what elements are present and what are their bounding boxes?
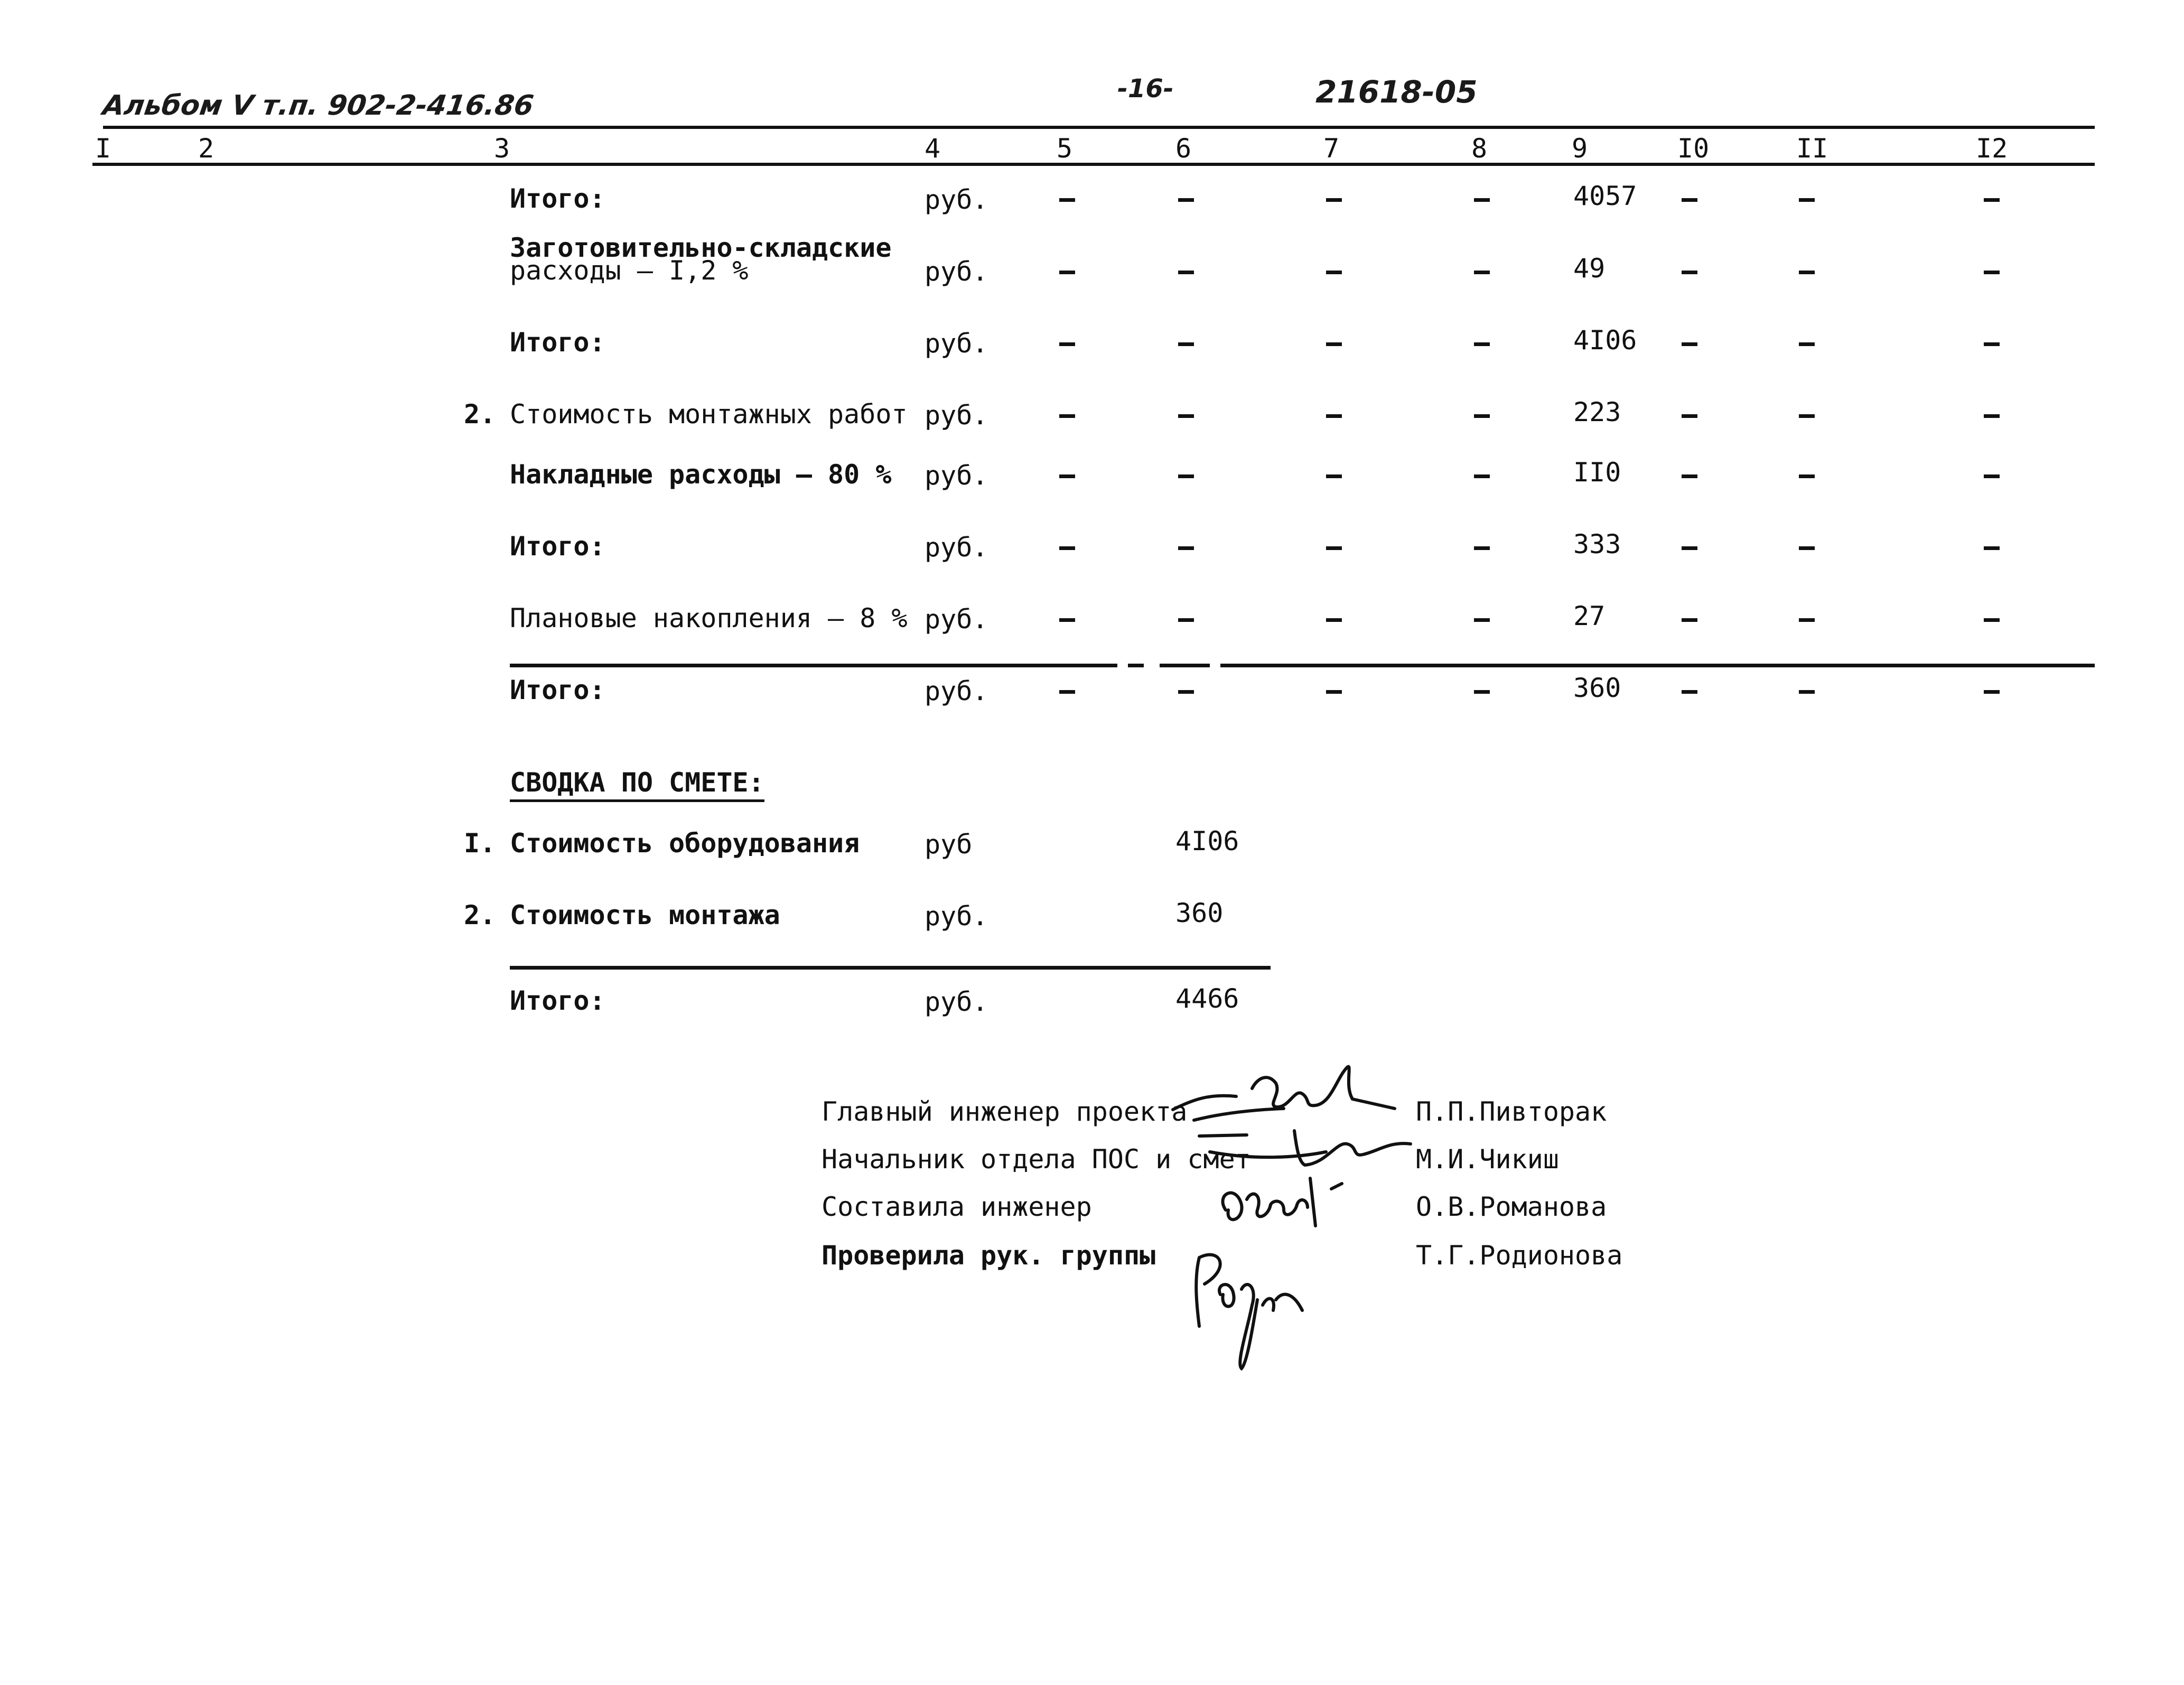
total-separator-dash-1 (1128, 664, 1144, 667)
dash-cell (1682, 474, 1697, 478)
dash-cell (1474, 271, 1490, 274)
dash-cell (1984, 342, 2000, 346)
column-header-11: II (1796, 133, 1828, 164)
dash-cell (1059, 474, 1075, 478)
column-header-9: 9 (1572, 133, 1588, 164)
summary-item-1-value: 4I06 (1175, 826, 1239, 857)
row-1-unit: руб. (925, 184, 988, 215)
dash-cell (1326, 546, 1342, 550)
dash-cell (1682, 271, 1697, 274)
dash-cell (1474, 546, 1490, 550)
row-2-name-line1: Заготовительно-складские (510, 232, 892, 263)
signature-role-4: Проверила рук. группы (822, 1240, 1156, 1271)
row-4-col9: 223 (1573, 397, 1621, 427)
dash-cell (1178, 342, 1194, 346)
row-4-number: 2. (464, 399, 496, 430)
column-header-12: I2 (1976, 133, 2008, 164)
summary-item-1-number: I. (464, 828, 496, 859)
header-top-rule (103, 126, 2095, 129)
row-4-unit: руб. (925, 400, 988, 431)
summary-item-2-number: 2. (464, 900, 496, 930)
dash-cell (1984, 198, 2000, 202)
dash-cell (1984, 414, 2000, 418)
dash-cell (1474, 474, 1490, 478)
dash-cell (1984, 474, 2000, 478)
dash-cell (1059, 414, 1075, 418)
dash-cell (1059, 271, 1075, 274)
column-header-6: 6 (1175, 133, 1192, 164)
dash-cell (1178, 198, 1194, 202)
dash-cell (1326, 198, 1342, 202)
dash-cell (1178, 474, 1194, 478)
handwritten-signature-4 (1183, 1236, 1321, 1374)
row-8-name: Итого: (510, 675, 605, 705)
total-separator-dash-2 (1160, 664, 1210, 667)
row-6-unit: руб. (925, 532, 988, 563)
column-header-5: 5 (1057, 133, 1073, 164)
document-code: 21618-05 (1315, 74, 1478, 110)
dash-cell (1326, 271, 1342, 274)
summary-total-unit: руб. (925, 986, 988, 1017)
dash-cell (1178, 546, 1194, 550)
summary-item-2-unit: руб. (925, 901, 988, 932)
row-6-name: Итого: (510, 531, 605, 562)
row-7-unit: руб. (925, 604, 988, 635)
row-3-name: Итого: (510, 327, 605, 358)
row-7-name: Плановые накопления – 8 % (510, 603, 908, 634)
column-header-10: I0 (1677, 133, 1710, 164)
dash-cell (1682, 690, 1697, 694)
total-separator-right (1220, 664, 2095, 667)
column-header-4: 4 (925, 133, 941, 164)
header-bottom-rule (92, 163, 2095, 166)
summary-total-name: Итого: (510, 985, 605, 1016)
row-8-col9: 360 (1573, 673, 1621, 703)
dash-cell (1799, 342, 1815, 346)
row-4-name: Стоимость монтажных работ (510, 399, 908, 430)
dash-cell (1474, 690, 1490, 694)
dash-cell (1984, 618, 2000, 622)
row-5-name: Накладные расходы – 80 % (510, 459, 892, 490)
dash-cell (1474, 618, 1490, 622)
dash-cell (1326, 690, 1342, 694)
row-2-name-line2: расходы – I,2 % (510, 255, 749, 286)
signature-role-1: Главный инженер проекта (822, 1096, 1188, 1127)
dash-cell (1799, 474, 1815, 478)
column-header-3: 3 (494, 133, 510, 164)
summary-total-rule (510, 966, 1271, 970)
handwritten-signature-3 (1205, 1168, 1363, 1242)
column-header-8: 8 (1471, 133, 1488, 164)
dash-cell (1178, 618, 1194, 622)
dash-cell (1326, 474, 1342, 478)
album-reference: Альбом V т.п. 902-2-416.86 (100, 90, 536, 122)
signature-role-3: Составила инженер (822, 1191, 1092, 1222)
dash-cell (1474, 414, 1490, 418)
handwritten-signature-1 (1162, 1046, 1405, 1131)
row-5-col9: II0 (1573, 457, 1621, 488)
row-3-col9: 4I06 (1573, 325, 1637, 356)
dash-cell (1326, 618, 1342, 622)
dash-cell (1178, 414, 1194, 418)
dash-cell (1984, 546, 2000, 550)
summary-item-2-value: 360 (1175, 898, 1224, 928)
dash-cell (1059, 546, 1075, 550)
page-number: -16- (1117, 74, 1174, 104)
row-2-unit: руб. (925, 256, 988, 287)
dash-cell (1799, 271, 1815, 274)
dash-cell (1474, 342, 1490, 346)
dash-cell (1059, 198, 1075, 202)
dash-cell (1799, 414, 1815, 418)
column-header-2: 2 (198, 133, 214, 164)
column-header-7: 7 (1323, 133, 1340, 164)
dash-cell (1178, 690, 1194, 694)
row-1-name: Итого: (510, 183, 605, 214)
dash-cell (1799, 198, 1815, 202)
signature-person-3: О.В.Романова (1416, 1191, 1607, 1222)
dash-cell (1474, 198, 1490, 202)
dash-cell (1326, 342, 1342, 346)
dash-cell (1682, 342, 1697, 346)
column-header-1: I (95, 133, 111, 164)
total-separator-left (510, 664, 1117, 667)
dash-cell (1682, 546, 1697, 550)
dash-cell (1799, 618, 1815, 622)
dash-cell (1059, 618, 1075, 622)
signature-role-2: Начальник отдела ПОС и смет (822, 1144, 1251, 1175)
row-5-unit: руб. (925, 460, 988, 491)
dash-cell (1178, 271, 1194, 274)
dash-cell (1984, 271, 2000, 274)
summary-item-1-unit: руб (925, 829, 973, 860)
row-3-unit: руб. (925, 328, 988, 359)
dash-cell (1682, 414, 1697, 418)
row-8-unit: руб. (925, 676, 988, 706)
summary-item-1-name: Стоимость оборудования (510, 828, 860, 859)
row-2-col9: 49 (1573, 253, 1606, 284)
dash-cell (1984, 690, 2000, 694)
row-6-col9: 333 (1573, 529, 1621, 560)
row-1-col9: 4057 (1573, 181, 1637, 211)
dash-cell (1799, 690, 1815, 694)
signature-person-4: Т.Г.Родионова (1416, 1240, 1623, 1271)
signature-person-1: П.П.Пивторак (1416, 1096, 1607, 1127)
dash-cell (1059, 690, 1075, 694)
summary-total-value: 4466 (1175, 983, 1239, 1014)
dash-cell (1326, 414, 1342, 418)
dash-cell (1799, 546, 1815, 550)
dash-cell (1682, 198, 1697, 202)
dash-cell (1682, 618, 1697, 622)
summary-item-2-name: Стоимость монтажа (510, 900, 780, 930)
summary-title: СВОДКА ПО СМЕТЕ: (510, 769, 764, 802)
row-7-col9: 27 (1573, 601, 1606, 631)
dash-cell (1059, 342, 1075, 346)
signature-person-2: М.И.Чикиш (1416, 1144, 1559, 1175)
